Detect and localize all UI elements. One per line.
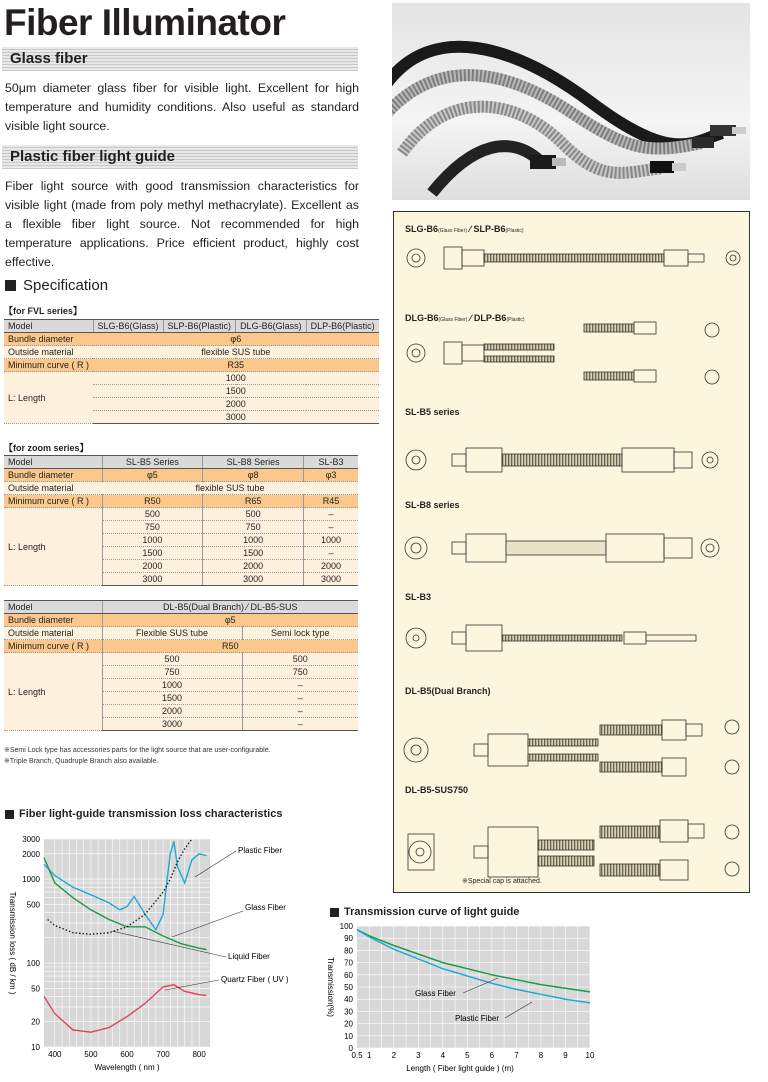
transmission-chart-ylabel: Transmission(%): [326, 957, 335, 1017]
drawing-title-sl-b5: SL-B5 series: [405, 407, 460, 417]
drawing-title-sl-b3: SL-B3: [405, 592, 432, 602]
page-title: Fiber Illuminator: [4, 2, 286, 43]
loss-y-tick: 20: [31, 1017, 40, 1027]
loss-y-tick: 500: [26, 900, 40, 910]
transmission-x-tick: 9: [563, 1051, 568, 1060]
transmission-y-tick: 40: [344, 995, 353, 1005]
loss-y-tick: 50: [31, 984, 40, 994]
legend-plastic-fiber: Plastic Fiber: [238, 846, 283, 855]
transmission-y-tick: 50: [344, 983, 353, 992]
transmission-x-tick: 0.5: [351, 1051, 363, 1060]
glass-fiber-description: 50μm diameter glass fiber for visible light. Excellent for high temperature and humidity conditions. Also useful as standard visible light source.: [5, 81, 359, 133]
transmission-y-tick: 100: [339, 922, 353, 931]
drawing-title-dl-b5: DL-B5(Dual Branch): [405, 686, 491, 696]
legend2-glass-fiber: Glass Fiber: [415, 989, 456, 998]
transmission-x-tick: 3: [416, 1051, 421, 1060]
loss-x-tick: 500: [84, 1050, 98, 1059]
transmission-y-tick: 0: [348, 1044, 353, 1053]
legend-quartz-fiber: Quartz Fiber ( UV ): [221, 975, 289, 984]
transmission-x-tick: 5: [465, 1051, 470, 1060]
fvl-table-label: 【for FVL series】: [4, 306, 82, 316]
loss-y-tick: 3000: [22, 835, 40, 844]
loss-y-tick: 100: [26, 959, 40, 969]
dl-spec-table: Model DL-B5(Dual Branch) ⁄ DL-B5-SUS Bundle diameter φ5 Outside material Flexible SUS tube Semi lock type Minimum curve ( R ) R50 L: Length 500 500 750 750 1000 – 1500 – 2000 – 3000 –: [4, 600, 358, 731]
transmission-x-tick: 10: [585, 1051, 595, 1060]
transmission-y-tick: 10: [344, 1031, 353, 1041]
loss-y-tick: 2000: [22, 849, 40, 859]
loss-x-tick: 600: [120, 1050, 134, 1059]
loss-x-tick: 400: [48, 1050, 62, 1059]
transmission-y-tick: 20: [344, 1019, 353, 1029]
legend-liquid-fiber: Liquid Fiber: [228, 952, 270, 961]
transmission-chart: [320, 918, 610, 1078]
loss-chart: [0, 825, 320, 1075]
transmission-y-tick: 30: [344, 1007, 353, 1017]
transmission-x-tick: 8: [538, 1051, 544, 1060]
legend-glass-fiber: Glass Fiber: [245, 903, 286, 912]
zoom-spec-table: Model SL-B5 Series SL-B8 Series SL-B3 Bundle diameter φ5 φ8 φ3 Outside material flexible SUS tube Minimum curve ( R ) R50 R65 R45 L: Length 500 500 – 750 750 – 1000 1000 1000 1500 1500 – 2000 2000 2000 3000 3000 3000: [4, 455, 358, 586]
transmission-y-tick: 90: [344, 934, 353, 944]
transmission-x-tick: 6: [489, 1051, 495, 1060]
loss-chart-ylabel: Transmission loss ( dB / km ): [8, 891, 17, 995]
transmission-chart-title: Transmission curve of light guide: [330, 906, 519, 918]
note-branches: ※Triple Branch, Quadruple Branch also available.: [4, 758, 159, 765]
plastic-fiber-heading: Plastic fiber light guide: [2, 145, 358, 169]
drawing-shapes: [394, 212, 751, 894]
cap-note: ※Special cap is attached.: [462, 878, 542, 885]
dimension-drawings: [393, 211, 750, 893]
note-semi-lock: ※Semi Lock type has accessories parts for the light source that are user-configurable.: [4, 747, 271, 754]
transmission-x-tick: 2: [391, 1051, 397, 1060]
loss-y-tick: 1000: [22, 875, 40, 885]
loss-y-tick: 10: [31, 1043, 40, 1052]
fvl-spec-table: Model SLG-B6(Glass) SLP-B6(Plastic) DLG-B6(Glass) DLP-B6(Plastic) Bundle diameter φ6 Outside material flexible SUS tube Minimum curve ( R ) R35 L: Length 1000 1500 2000 3000: [4, 319, 379, 424]
drawing-title-sl-b8: SL-B8 series: [405, 500, 460, 510]
drawing-title-dl-b5-sus750: DL-B5-SUS750: [405, 785, 469, 795]
zoom-table-label: 【for zoom series】: [4, 443, 89, 453]
specification-heading: Specification: [5, 277, 108, 294]
loss-chart-title: Fiber light-guide transmission loss characteristics: [5, 808, 282, 820]
product-photo: [392, 3, 750, 200]
transmission-chart-xlabel: Length ( Fiber light guide ) (m): [406, 1064, 514, 1073]
transmission-y-tick: 60: [344, 970, 353, 980]
transmission-y-tick: 70: [344, 958, 353, 968]
glass-fiber-heading: Glass fiber: [2, 47, 358, 71]
transmission-x-tick: 7: [514, 1051, 519, 1060]
transmission-x-tick: 1: [367, 1051, 372, 1060]
drawing-title-dlg-b6: DLG-B6(Glass Fiber) ⁄ DLP-B6(Plastic): [405, 313, 525, 323]
loss-chart-xlabel: Wavelength ( nm ): [94, 1063, 160, 1072]
transmission-y-tick: 80: [344, 946, 353, 956]
legend2-plastic-fiber: Plastic Fiber: [455, 1014, 500, 1023]
transmission-x-tick: 4: [440, 1051, 446, 1060]
loss-x-tick: 700: [156, 1050, 170, 1059]
drawing-title-slg-b6: SLG-B6(Glass Fiber) ⁄ SLP-B6(Plastic): [405, 224, 524, 234]
plastic-fiber-description: Fiber light source with good transmission characteristics for visible light (made from poly methyl methacrylate). Excellent as a flexible fiber light source. Not recommended for high temperature applications. Price efficient product, highly cost effective.: [5, 179, 359, 269]
loss-x-tick: 800: [192, 1050, 206, 1059]
